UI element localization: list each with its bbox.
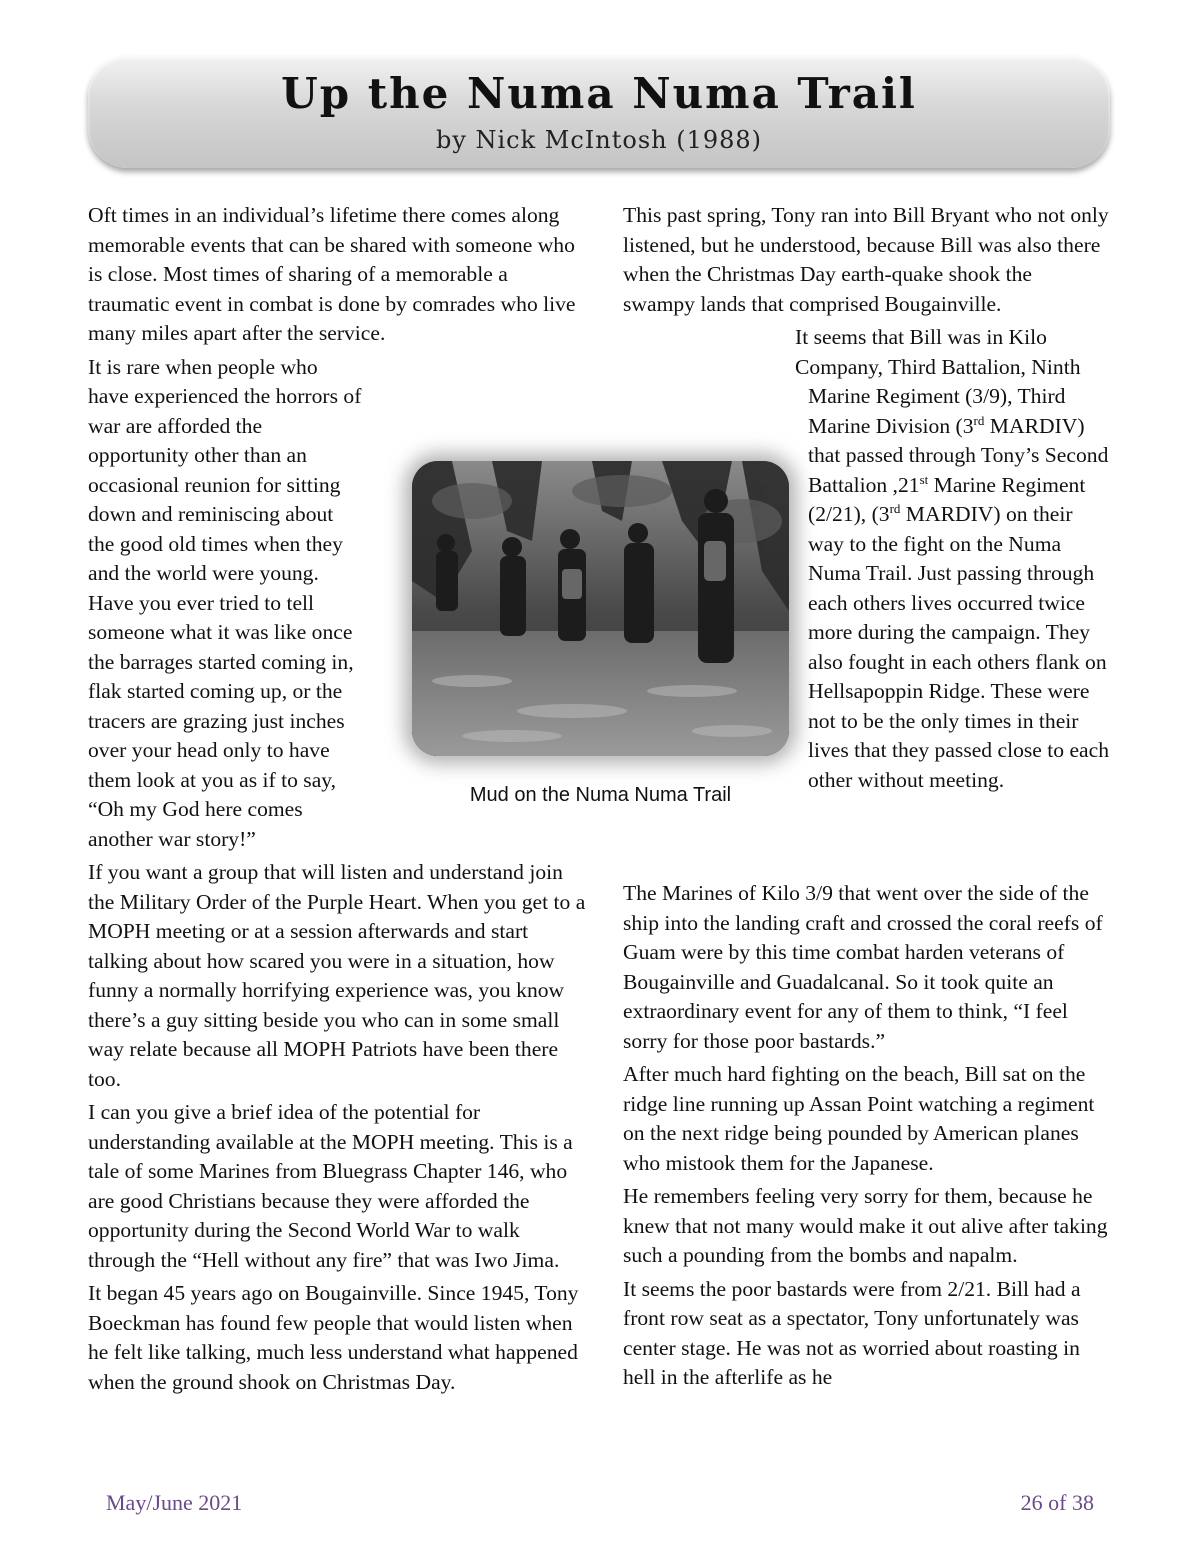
superscript: st xyxy=(919,471,929,487)
paragraph: The Marines of Kilo 3/9 that went over the side of the ship into the landing craft and crossed the coral reefs of Guam were by this time combat harden veterans of Bougainville and Guadalcanal. So it took quite an extraordinary event for any of them to think, “I feel sorry for those poor bastards.” xyxy=(623,881,1103,1053)
paragraph: It began 45 years ago on Bougainville. Since 1945, Tony Boeckman has found few people that would listen when he felt like talking, much less understand what happened when the ground shook on Christmas Day. xyxy=(88,1281,579,1394)
paragraph: It seems the poor bastards were from 2/21. Bill had a front row seat as a spectator, Tony unfortunately was center stage. He was not as worried about roasting in hell in the afterlife as he xyxy=(623,1276,1081,1389)
spacer xyxy=(623,871,1109,879)
paragraph: After much hard fighting on the beach, Bill sat on the ridge line running up Assan Point watching a regiment on the next ridge being pounded by American planes who mistook them for the Japanese. xyxy=(623,1062,1095,1175)
photo-illustration xyxy=(412,461,789,756)
text-run: Marine Regiment (2/21), (3 xyxy=(808,472,1086,526)
text-run: MARDIV) that passed through Tony’s Second Battalion ,21 xyxy=(808,413,1109,497)
paragraph: Oft times in an individual’s lifetime there comes along memorable events that can be shared with someone who is close. Most times of sharing of a memorable a traumatic event in combat is done by comrades who live many miles apart after the service. xyxy=(88,203,576,345)
page-number: 26 of 38 xyxy=(1020,1490,1094,1515)
text-run: It seems that Bill was in Kilo Company, Third Battalion, Ninth Marine Regiment (3/9), Third Marine Division (3 xyxy=(795,325,1081,438)
paragraph: It is rare when people who have experienced the horrors of war are afforded the opportunity other than an occasional reunion for sitting down and reminiscing about the good old times when they and the world were young. Have you ever tried to tell someone what it was like once the barrages started coming in, flak started coming up, or the tracers are grazing just inches over your head only to have them look at you as if to say, “Oh my God here comes another war story!” xyxy=(88,354,362,851)
superscript: rd xyxy=(889,500,901,516)
paragraph: He remembers feeling very sorry for them, because he knew that not many would make it out alive after taking such a pounding from the bombs and napalm. xyxy=(623,1184,1108,1267)
article-byline: by Nick McIntosh (1988) xyxy=(435,126,763,154)
paragraph: If you want a group that will listen and understand join the Military Order of the Purple Heart. When you get to a MOPH meeting or at a session afterwards and start talking about how scared you were in a situation, how funny a normally horrifying experience was, you know there’s a guy sitting beside you who can in some small way relate because all MOPH Patriots have been there too. xyxy=(88,860,586,1091)
issue-date: May/June 2021 xyxy=(106,1490,243,1515)
photo-wrap-spacer xyxy=(623,382,795,411)
superscript: rd xyxy=(973,412,985,428)
photo-caption: Mud on the Numa Numa Trail xyxy=(469,784,732,806)
text-run: MARDIV) on their way to the fight on the Numa Numa Trail. Just passing through each others lives occurred twice more during the campaign. They also fought in each others flank on Hellsapoppin Ridge. These were not to be the only times in their lives that they passed close to each other without meeting. xyxy=(808,502,1110,792)
paragraph: This past spring, Tony ran into Bill Bryant who not only listened, but he understood, because Bill was also there when the Christmas Day earth-quake shook the swampy lands that comprised Bougainville. xyxy=(623,203,1109,316)
title-banner xyxy=(88,56,1110,168)
paragraph: I can you give a brief idea of the potential for understanding available at the MOPH meeting. This is a tale of some Marines from Bluegrass Chapter 146, who are good Christians because they were afforded the opportunity during the Second World War to walk through the “Hell without any fire” that was Iwo Jima. xyxy=(88,1100,573,1272)
article-title: Up the Numa Numa Trail xyxy=(281,69,917,118)
marines-photo xyxy=(412,461,789,756)
